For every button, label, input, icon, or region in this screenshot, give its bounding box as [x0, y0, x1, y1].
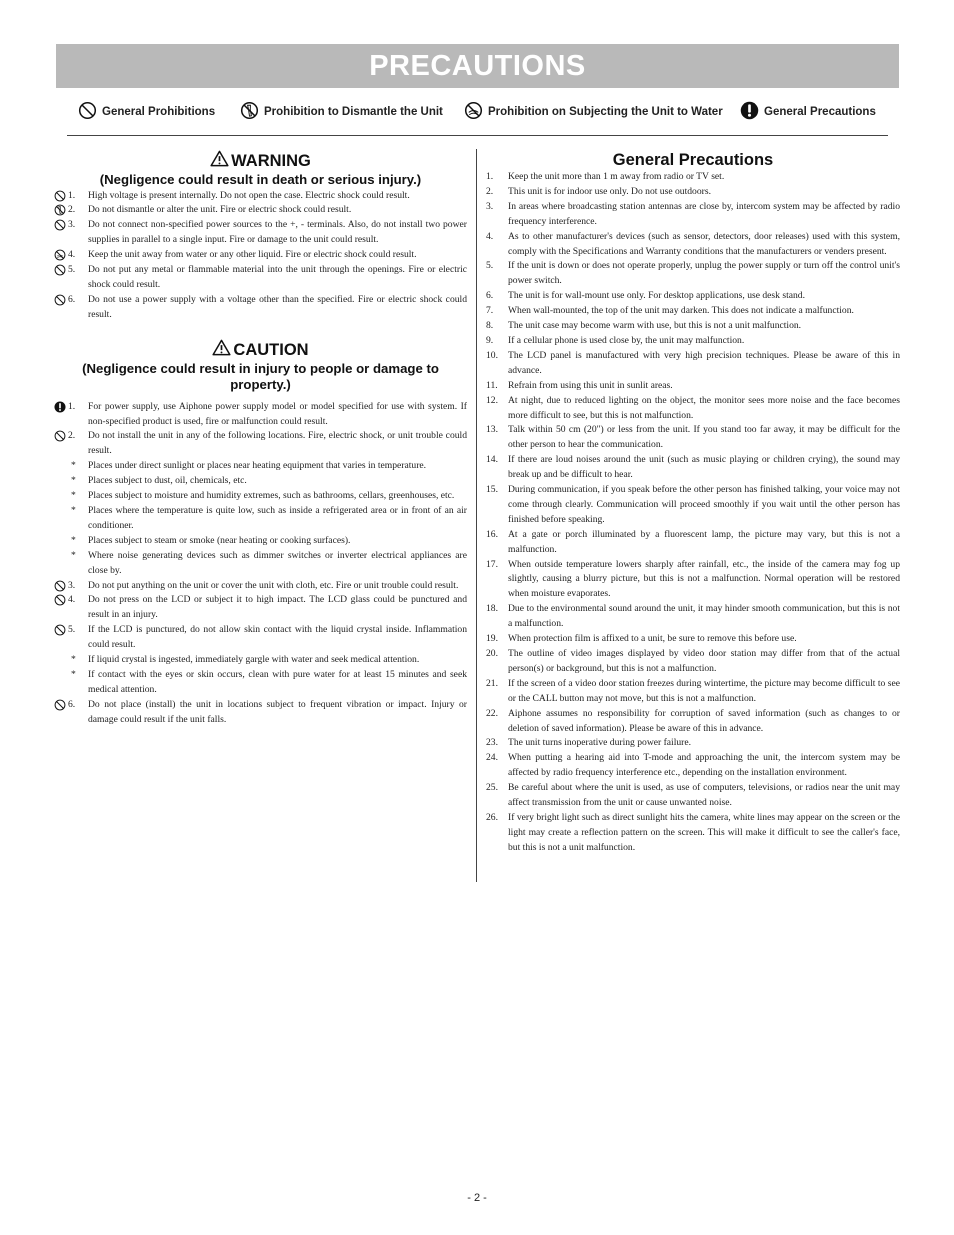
- item-number: 6.: [486, 290, 494, 302]
- list-item: [486, 349, 900, 379]
- prohibition-icon: [54, 594, 66, 606]
- sub-item: [54, 459, 467, 474]
- item-text: During communication, if you speak before the other person has finished talking, your voice may not come through clearly. Communication will proceed smoothly if you wait until the other person has finished before speaking.: [508, 484, 900, 525]
- prohibition-icon: [54, 624, 66, 636]
- caution-triangle-icon: [212, 339, 231, 361]
- list-item: [54, 698, 467, 728]
- list-item: [486, 200, 900, 230]
- legend-label: General Precautions: [764, 106, 876, 118]
- item-text: High voltage is present internally. Do not open the case. Electric shock could result.: [88, 189, 410, 201]
- list-item: [54, 429, 467, 459]
- item-number: 15.: [486, 484, 498, 496]
- list-item: [486, 379, 900, 394]
- legend-item-no-water: [464, 101, 723, 123]
- list-item: [486, 289, 900, 304]
- item-number: 1.: [68, 189, 76, 201]
- prohibition-icon: [78, 101, 97, 123]
- exclamation-icon: [740, 101, 759, 123]
- sub-item-text: Places subject to dust, oil, chemicals, etc.: [88, 475, 247, 487]
- item-text: Do not dismantle or alter the unit. Fire or electric shock could result.: [88, 204, 352, 216]
- caution-heading-text: CAUTION: [233, 340, 309, 359]
- bullet-asterisk: *: [71, 668, 76, 680]
- sub-item: [54, 504, 467, 534]
- list-item: [486, 185, 900, 200]
- list-item: [486, 677, 900, 707]
- item-number: 4.: [486, 230, 494, 242]
- item-number: 21.: [486, 677, 498, 689]
- item-number: 23.: [486, 737, 498, 749]
- item-text: If there are loud noises around the unit (such as music playing or children crying), the sound may break up and be difficult to hear.: [508, 454, 900, 481]
- general-precautions-heading: General Precautions: [612, 151, 774, 169]
- item-number: 6.: [68, 698, 76, 710]
- prohibition-icon: [54, 580, 66, 592]
- item-number: 9.: [486, 334, 494, 346]
- no-dismantle-icon: [240, 101, 259, 123]
- item-text: Do not put anything on the unit or cover the unit with cloth, etc. Fire or unit trouble could result.: [88, 579, 459, 591]
- item-number: 20.: [486, 648, 498, 659]
- item-number: 19.: [486, 633, 498, 645]
- legend-item-general-precautions: [740, 101, 876, 123]
- list-item: [486, 230, 900, 260]
- sub-item: [54, 534, 467, 549]
- left-column: [54, 150, 467, 728]
- list-item: [54, 579, 467, 594]
- legend-item-no-dismantle: [240, 101, 443, 123]
- sub-item-text: Where noise generating devices such as dimmer switches or inverter electrical appliances are close by.: [88, 549, 467, 576]
- list-item: [486, 647, 900, 677]
- list-item: [54, 623, 467, 653]
- list-item: [486, 781, 900, 811]
- list-item: [486, 483, 900, 528]
- item-text: As to other manufacturer's devices (such as sensor, detectors, door releases) used with this system, comply with the Specifications and Warranty conditions that the manufacturers or venders present.: [508, 230, 900, 257]
- item-number: 25.: [486, 782, 498, 794]
- divider-vertical: [476, 149, 477, 882]
- warning-heading-text: WARNING: [231, 152, 311, 170]
- item-number: 22.: [486, 707, 498, 719]
- item-number: 2.: [68, 204, 76, 216]
- list-item: [54, 248, 467, 263]
- caution-heading: [54, 339, 467, 361]
- list-item: [486, 170, 900, 185]
- item-text: Do not place (install) the unit in locations subject to frequent vibration or impact. Injury or damage could result if the unit falls.: [88, 698, 467, 725]
- list-item: [486, 632, 900, 647]
- item-number: 8.: [486, 320, 494, 332]
- list-item: [486, 453, 900, 483]
- list-item: [486, 558, 900, 603]
- list-item: [54, 293, 467, 323]
- page-title: PRECAUTIONS: [369, 50, 586, 82]
- sub-item-text: Places subject to steam or smoke (near heating or cooking surfaces).: [88, 534, 351, 546]
- item-number: 5.: [68, 624, 76, 636]
- legend-label: Prohibition on Subjecting the Unit to Water: [488, 106, 723, 118]
- item-text: Be careful about where the unit is used, as use of computers, televisions, or radios near the unit may affect transmission from the unit or cause unwanted noise.: [508, 782, 900, 809]
- item-number: 26.: [486, 811, 498, 823]
- legend-label: Prohibition to Dismantle the Unit: [264, 106, 443, 118]
- item-text: Do not use a power supply with a voltage other than the specified. Fire or electric shock could result.: [88, 293, 467, 320]
- sub-item-text: Places under direct sunlight or places near heating equipment that varies in temperature.: [88, 460, 427, 472]
- bullet-asterisk: *: [71, 534, 76, 546]
- item-number: 24.: [486, 752, 498, 764]
- item-number: 5.: [68, 264, 76, 276]
- legend-item-general-prohibitions: [78, 101, 215, 123]
- general-precautions-list: [486, 170, 900, 856]
- right-column: [486, 150, 900, 856]
- item-text: When protection film is affixed to a unit, be sure to remove this before use.: [508, 633, 797, 645]
- prohibition-icon: [54, 219, 66, 231]
- item-text: The unit case may become warm with use, but this is not a unit malfunction.: [508, 320, 802, 332]
- item-text: Talk within 50 cm (20") or less from the unit. If you stand too far away, it may be difficult for the other person to hear the communication.: [508, 424, 900, 451]
- caution-list: [54, 400, 467, 728]
- list-item: [486, 528, 900, 558]
- bullet-asterisk: *: [71, 549, 76, 561]
- list-item: [486, 304, 900, 319]
- item-text: Aiphone assumes no responsibility for corruption of saved information (such as changes to or deletion of saved information). Please be aware of this in advance.: [508, 707, 900, 734]
- prohibition-icon: [54, 699, 66, 711]
- list-item: [486, 736, 900, 751]
- item-number: 14.: [486, 454, 498, 466]
- list-item: [54, 400, 467, 430]
- prohibition-icon: [54, 430, 66, 442]
- prohibition-icon: [54, 294, 66, 306]
- item-text: If the LCD is punctured, do not allow skin contact with the liquid crystal inside. Inflammation could result.: [88, 624, 467, 651]
- item-text: At a gate or porch illuminated by a fluorescent lamp, the picture may vary, but this is not a malfunction.: [508, 528, 900, 555]
- sub-item: [54, 489, 467, 504]
- item-text: In areas where broadcasting station antennas are close by, intercom system may be affected by radio frequency interference.: [508, 200, 900, 227]
- list-item: [486, 423, 900, 453]
- list-item: [54, 203, 467, 218]
- prohibition-icon: [54, 264, 66, 276]
- item-text: Keep the unit more than 1 m away from radio or TV set.: [508, 171, 725, 182]
- item-number: 13.: [486, 424, 498, 436]
- item-text: The outline of video images displayed by video door station may differ from that of the actual person(s) or background, but this is not a malfunction.: [508, 648, 900, 674]
- list-item: [486, 319, 900, 334]
- item-text: For power supply, use Aiphone power supply model or model specified for use with system. If non-specified product is used, fire or malfunction could result.: [88, 400, 467, 427]
- sub-item-text: Places where the temperature is quite low, such as inside a refrigerated area or in front of an air conditioner.: [88, 505, 467, 531]
- no-dismantle-icon: [54, 204, 66, 216]
- sub-item-text: If contact with the eyes or skin occurs, clean with pure water for at least 15 minutes and seek medical attention.: [88, 668, 467, 695]
- item-text: Do not install the unit in any of the following locations. Fire, electric shock, or unit trouble could result.: [88, 430, 467, 457]
- item-text: Do not connect non-specified power sources to the +, - terminals. Also, do not install two power supplies in parallel to a single input. Fire or damage to the unit could result.: [88, 219, 467, 246]
- bullet-asterisk: *: [71, 490, 76, 502]
- item-number: 6.: [68, 293, 76, 305]
- item-number: 4.: [68, 594, 76, 606]
- item-number: 5.: [486, 260, 494, 272]
- item-number: 17.: [486, 558, 498, 570]
- item-text: If the screen of a video door station freezes during wintertime, the picture may become difficult to see or the CALL button may not move, but this is not a malfunction.: [508, 677, 900, 704]
- item-number: 12.: [486, 394, 498, 406]
- list-item: [486, 811, 900, 856]
- list-item: [486, 334, 900, 349]
- sub-item: [54, 474, 467, 489]
- list-item: [54, 263, 467, 293]
- list-item: [486, 602, 900, 632]
- page-number: - 2 -: [467, 1192, 487, 1204]
- item-number: 3.: [68, 219, 76, 231]
- item-text: Keep the unit away from water or any other liquid. Fire or electric shock could result.: [88, 249, 417, 261]
- title-banner: [56, 44, 899, 88]
- list-item: [486, 259, 900, 289]
- sub-item-text: Places subject to moisture and humidity extremes, such as bathrooms, cellars, greenhouses, etc.: [88, 490, 455, 502]
- bullet-asterisk: *: [71, 505, 76, 516]
- exclamation-icon: [54, 401, 66, 413]
- warning-subheading: (Negligence could result in death or serious injury.): [99, 172, 422, 187]
- item-number: 1.: [486, 171, 494, 182]
- item-text: Refrain from using this unit in sunlit areas.: [508, 379, 673, 391]
- item-number: 7.: [486, 305, 494, 317]
- warning-triangle-icon: [210, 150, 229, 172]
- sub-item: [54, 549, 467, 579]
- item-text: This unit is for indoor use only. Do not use outdoors.: [508, 185, 711, 197]
- item-number: 3.: [68, 579, 76, 591]
- prohibition-icon: [54, 190, 66, 202]
- item-number: 2.: [486, 185, 494, 197]
- bullet-asterisk: *: [71, 654, 76, 666]
- item-text: When outside temperature lowers sharply after rainfall, etc., the inside of the camera may fog up slightly, causing a blurry picture, but this is not a malfunction. Normal operation will be restored when moisture evaporates.: [508, 558, 900, 600]
- item-number: 18.: [486, 603, 498, 615]
- item-text: If very bright light such as direct sunlight hits the camera, white lines may appear on the screen or the light may create a reflection pattern on the screen. This will make it difficult to see the caller's face, but this is not a unit malfunction.: [508, 811, 900, 853]
- legend-label: General Prohibitions: [102, 106, 216, 118]
- caution-subheading: (Negligence could result in injury to people or damage to property.): [82, 360, 439, 393]
- item-number: 1.: [68, 400, 76, 412]
- icon-legend: [56, 98, 899, 124]
- sub-item-text: If liquid crystal is ingested, immediately gargle with water and seek medical attention.: [88, 654, 420, 666]
- item-number: 16.: [486, 528, 498, 540]
- list-item: [54, 593, 467, 623]
- bullet-asterisk: *: [71, 475, 76, 487]
- item-text: The unit is for wall-mount use only. For desktop applications, use desk stand.: [508, 290, 806, 302]
- list-item: [54, 189, 467, 204]
- item-number: 11.: [486, 379, 498, 391]
- list-item: [486, 707, 900, 737]
- item-text: Due to the environmental sound around the unit, it may hinder smooth communication, but this is not a malfunction.: [508, 603, 900, 630]
- item-text: The LCD panel is manufactured with very high precision techniques. Please be aware of this in advance.: [508, 349, 900, 376]
- warning-heading: [54, 150, 467, 172]
- item-text: When wall-mounted, the top of the unit may darken. This does not indicate a malfunction.: [508, 305, 854, 317]
- item-text: If the unit is down or does not operate properly, unplug the power supply or turn off the control unit's power switch.: [508, 260, 900, 287]
- divider-horizontal: [67, 135, 888, 136]
- item-text: If a cellular phone is used close by, the unit may malfunction.: [508, 334, 745, 346]
- item-text: Do not press on the LCD or subject it to high impact. The LCD glass could be punctured and result in an injury.: [88, 594, 467, 621]
- warning-list: [54, 189, 467, 323]
- item-text: When putting a hearing aid into T-mode and approaching the unit, the intercom system may be affected by radio frequency interference etc., depending on the installation environment.: [508, 752, 900, 779]
- sub-item: [54, 653, 467, 668]
- sub-item: [54, 668, 467, 698]
- list-item: [486, 751, 900, 781]
- no-water-icon: [54, 249, 66, 261]
- item-number: 2.: [68, 430, 76, 442]
- item-number: 3.: [486, 200, 494, 212]
- list-item: [54, 218, 467, 248]
- item-text: Do not put any metal or flammable material into the unit through the openings. Fire or electric shock could result.: [88, 264, 467, 290]
- item-number: 4.: [68, 249, 76, 261]
- no-water-icon: [464, 101, 483, 123]
- list-item: [486, 394, 900, 424]
- item-text: The unit turns inoperative during power failure.: [508, 737, 692, 749]
- bullet-asterisk: *: [71, 460, 76, 472]
- item-text: At night, due to reduced lighting on the object, the monitor sees more noise and the face becomes more difficult to see, but this is not malfunction.: [508, 394, 900, 421]
- item-number: 10.: [486, 349, 498, 361]
